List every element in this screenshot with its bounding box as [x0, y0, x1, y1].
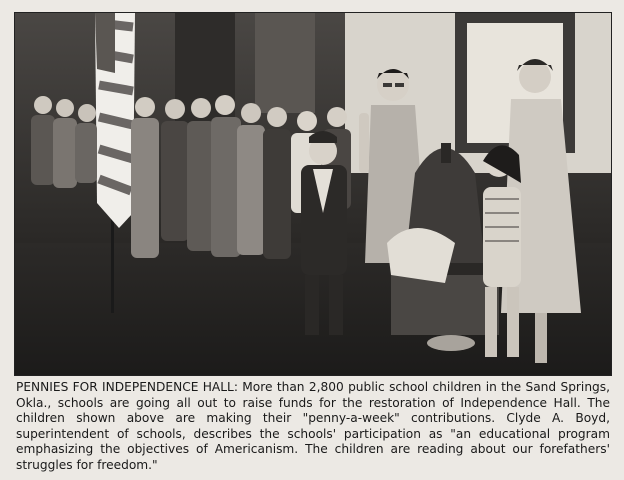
caption-headline: PENNIES FOR INDEPENDENCE HALL:	[16, 380, 238, 394]
caption-body: More than 2,800 public school children in the Sand Springs, Okla., schools are going all out to raise funds for the restoration of Independence Hall. The children shown above are making their "penny-a-week" contributions. Clyde A. Boyd, superintendent of schools, describes the schools' participation as "an educational program emphasizing the objectives of Americanism. The children are reading about our forefathers' struggles for freedom."	[16, 380, 611, 472]
photograph	[14, 12, 612, 376]
photo-caption	[16, 380, 610, 474]
american-flag	[95, 13, 135, 228]
